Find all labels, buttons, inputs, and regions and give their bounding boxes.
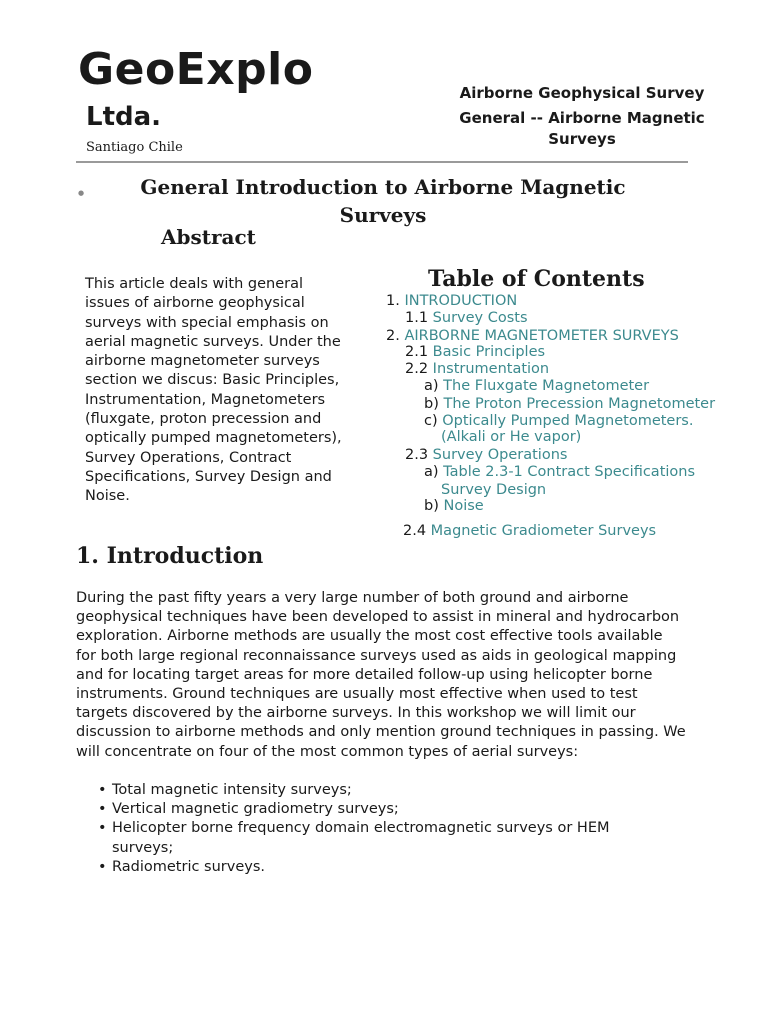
toc-link[interactable]: Magnetic Gradiometer Surveys	[430, 523, 657, 539]
header-divider	[76, 161, 688, 163]
company-location: Santiago Chile	[86, 140, 183, 155]
toc-item[interactable]	[386, 328, 679, 345]
toc-number: 1.1	[405, 310, 429, 326]
introduction-body: During the past fifty years a very large number of both ground and airborne geophysical techniques have been developed to assist in mineral and hydrocarbon exploration. Airborne methods are usually the most cost effective tools available for both large regional reconnaissance surveys used as aids in geological mapping and for locating target areas for more detailed follow-up using helicopter borne instruments. Ground techniques are usually most effective when used to test targets discovered by the airborne surveys. In this workshop we will limit our discussion to airborne methods and only mention ground techniques in passing. We will concentrate on four of the most common types of aerial surveys:	[76, 590, 686, 760]
toc-item-continuation[interactable]	[441, 429, 581, 446]
toc-item[interactable]	[405, 310, 528, 327]
toc-item[interactable]	[405, 361, 549, 378]
toc-link[interactable]: INTRODUCTION	[404, 293, 518, 309]
title-bullet-icon: ●	[78, 189, 85, 197]
abstract-heading: Abstract	[161, 225, 256, 249]
toc-link[interactable]: Optically Pumped Magnetometers.	[442, 413, 694, 429]
toc-item[interactable]	[405, 344, 545, 361]
toc-item[interactable]	[424, 498, 484, 515]
toc-number: b)	[424, 396, 439, 412]
toc-item[interactable]	[424, 378, 649, 395]
toc-item[interactable]	[424, 413, 693, 430]
toc-item[interactable]	[386, 293, 517, 310]
toc-number: a)	[424, 378, 439, 394]
survey-types-list	[98, 781, 658, 877]
toc-link[interactable]: Survey Design	[441, 482, 547, 498]
toc-number: b)	[424, 498, 439, 514]
toc-link[interactable]: Survey Operations	[432, 447, 568, 463]
company-name: GeoExplo	[78, 44, 314, 95]
header-topic: General -- Airborne Magnetic Surveys	[459, 109, 705, 148]
toc-item[interactable]	[405, 447, 567, 464]
toc-heading: Table of Contents	[428, 266, 645, 292]
toc-number: 2.	[386, 328, 400, 344]
list-item: • Helicopter borne frequency domain electromagnetic surveys or HEM surveys;	[98, 819, 658, 857]
toc-number: 2.4	[403, 523, 427, 539]
list-item: • Total magnetic intensity surveys;	[98, 781, 658, 800]
company-suffix: Ltda.	[86, 102, 162, 132]
toc-link[interactable]: AIRBORNE MAGNETOMETER SURVEYS	[404, 328, 679, 344]
toc-number: 2.2	[405, 361, 429, 377]
list-item: • Vertical magnetic gradiometry surveys;	[98, 800, 658, 819]
toc-item-continuation[interactable]	[441, 482, 546, 499]
toc-link[interactable]: Survey Costs	[432, 310, 528, 326]
toc-link[interactable]: (Alkali or He vapor)	[441, 429, 582, 445]
toc-number: 2.1	[405, 344, 429, 360]
toc-link[interactable]: The Proton Precession Magnetometer	[443, 396, 716, 412]
toc-item[interactable]	[403, 523, 656, 540]
toc-number: c)	[424, 413, 438, 429]
toc-link[interactable]: Table 2.3-1 Contract Specifications	[443, 464, 696, 480]
toc-link[interactable]: Basic Principles	[432, 344, 546, 360]
toc-number: 1.	[386, 293, 400, 309]
toc-link[interactable]: Noise	[443, 498, 484, 514]
toc-link[interactable]: Instrumentation	[432, 361, 550, 377]
toc-item[interactable]	[424, 464, 695, 481]
toc-number: a)	[424, 464, 439, 480]
header-subject: Airborne Geophysical Survey	[459, 84, 705, 102]
abstract-body: This article deals with general issues of airborne geophysical surveys with special emphasis on aerial magnetic surveys. Under the airborne magnetometer surveys section we discus: Basic Principles, Instrumentation, Magnetometers (fluxgate, proton precession and optically pumped magnetometers), Survey Operations, Contract Specifications, Survey Design and Noise.	[85, 276, 342, 505]
toc-number: 2.3	[405, 447, 429, 463]
toc-link[interactable]: The Fluxgate Magnetometer	[443, 378, 650, 394]
document-title: General Introduction to Airborne Magnetic Surveys	[140, 175, 626, 227]
introduction-heading: 1. Introduction	[76, 543, 264, 569]
list-item: • Radiometric surveys.	[98, 858, 658, 877]
toc-item[interactable]	[424, 396, 715, 413]
